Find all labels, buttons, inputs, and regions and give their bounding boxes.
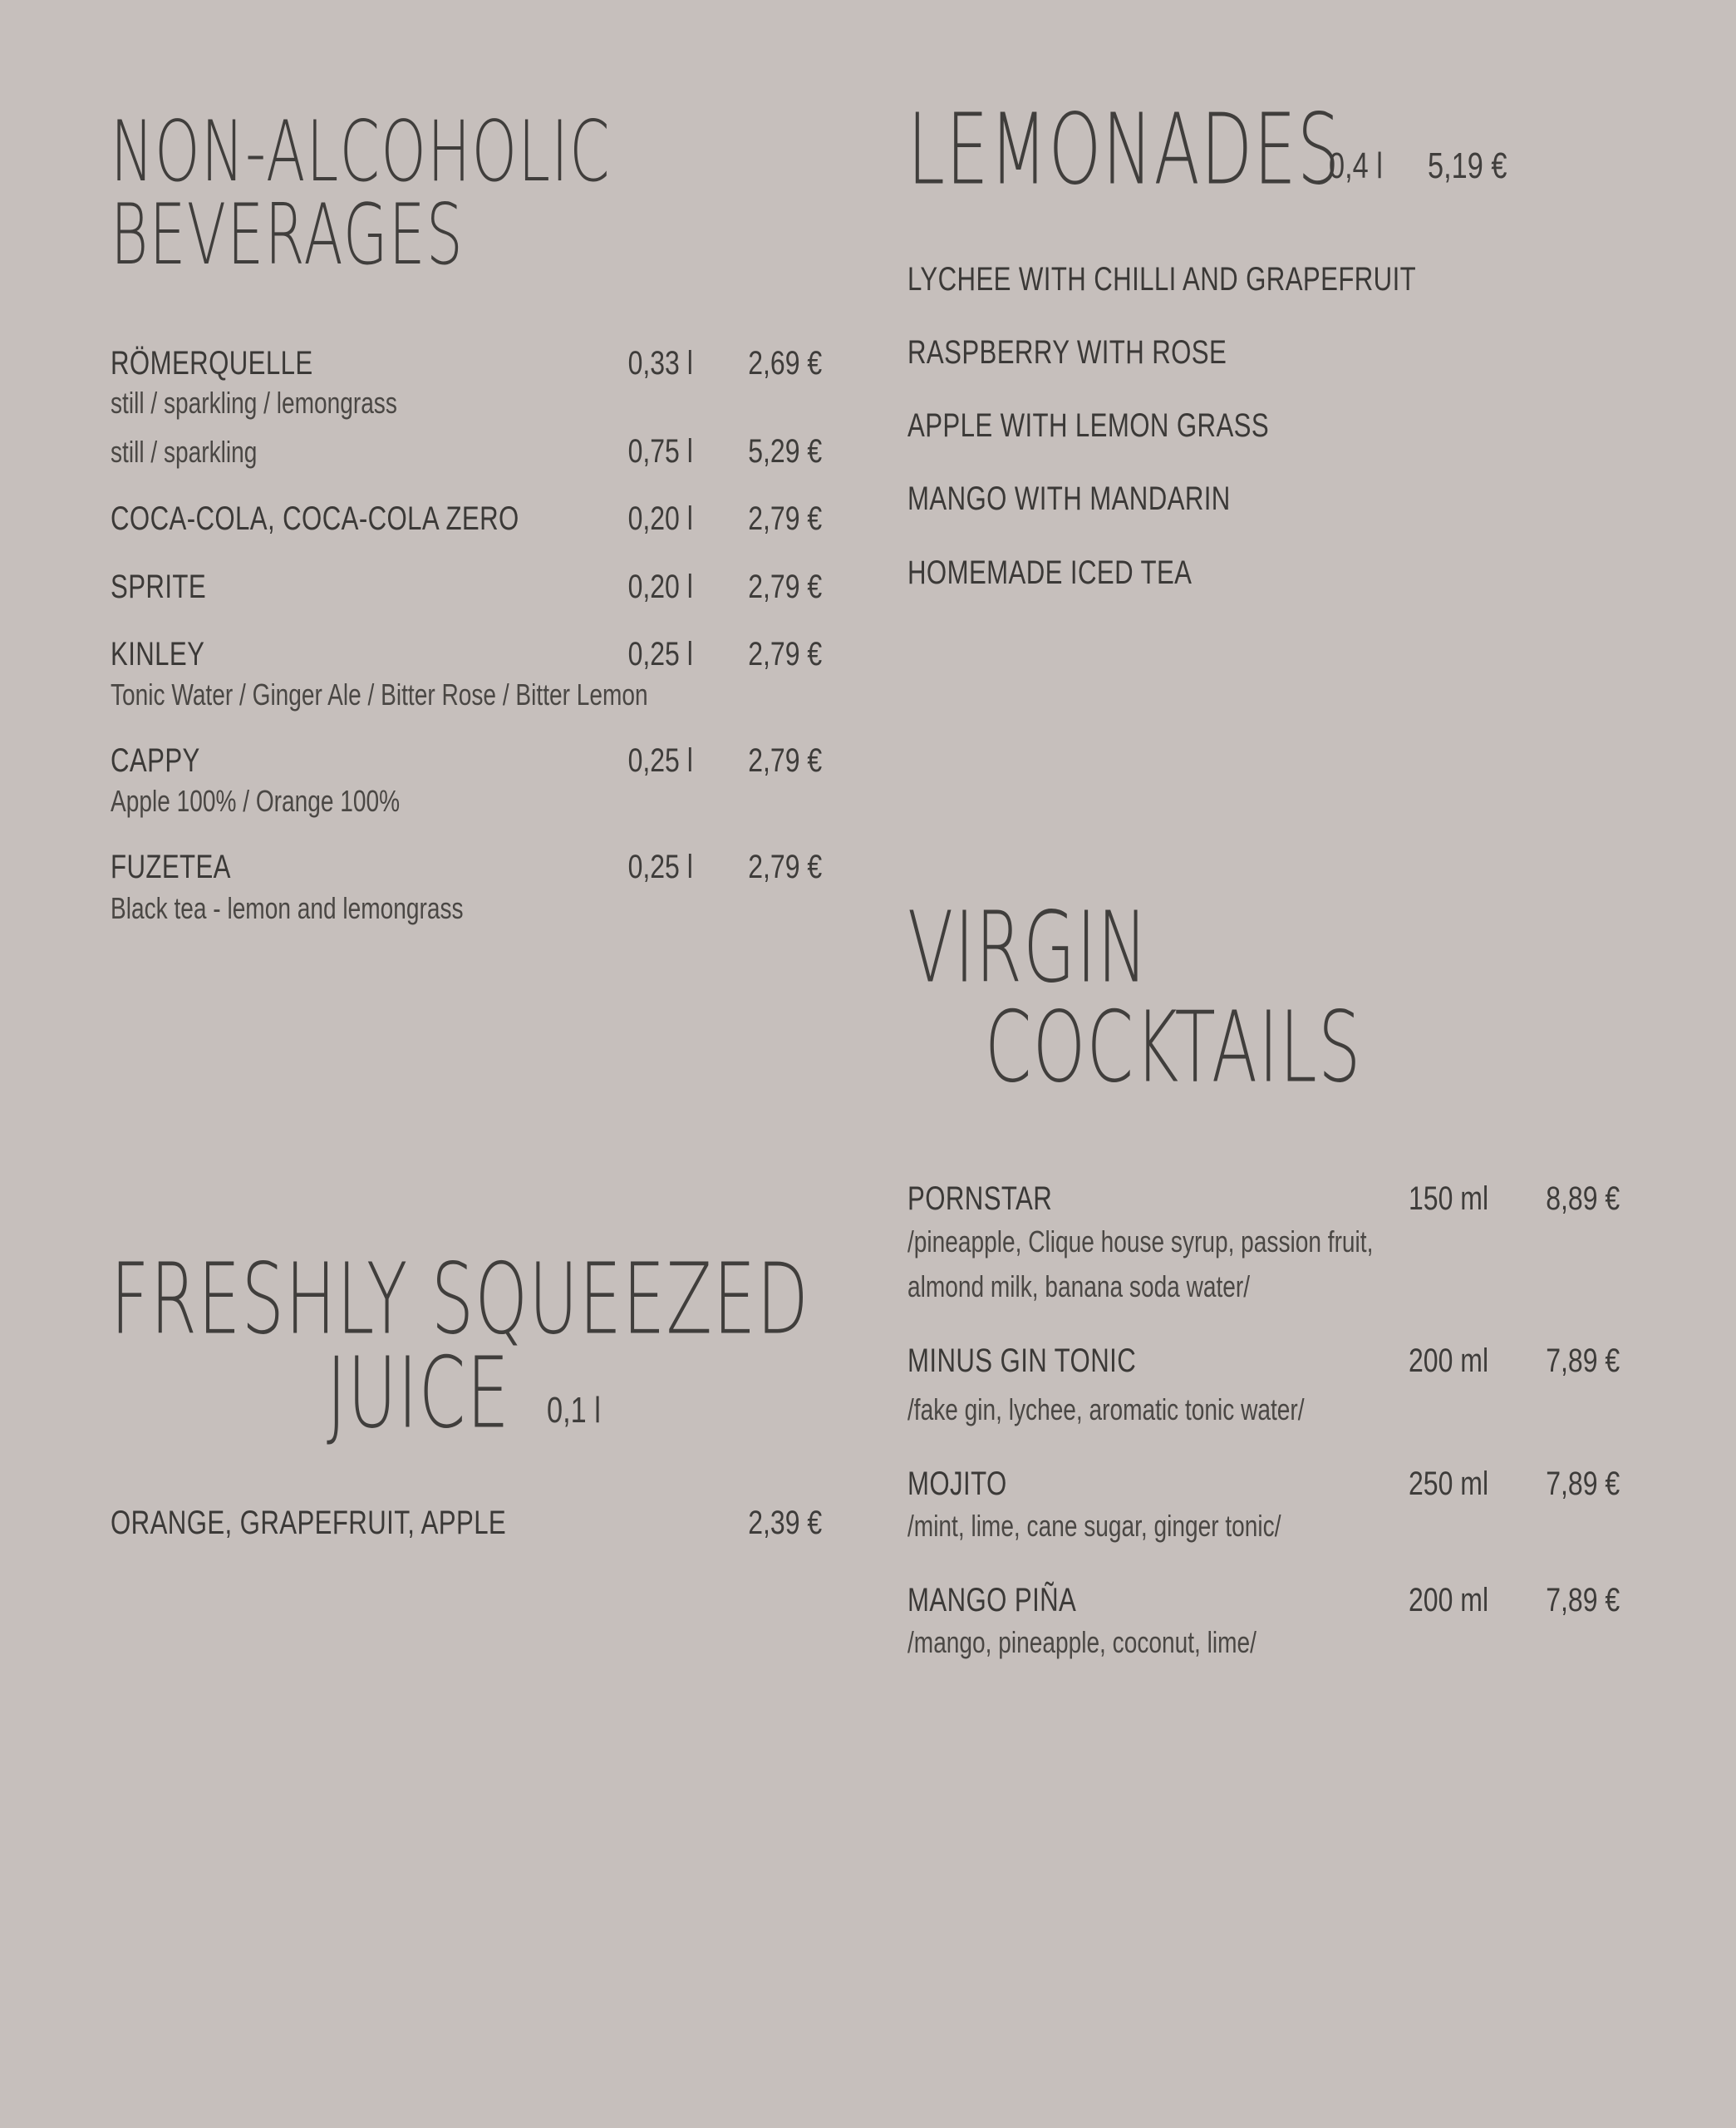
item-volume: 0,20 l — [627, 569, 693, 605]
non-alcoholic-title-line2: BEVERAGES — [111, 185, 465, 284]
item-name: PORNSTAR — [907, 1180, 1053, 1217]
item-description: Apple 100% / Orange 100% — [111, 784, 401, 818]
list-item — [111, 1505, 617, 1542]
list-item: RASPBERRY WITH ROSE — [907, 334, 1227, 371]
list-item: MANGO WITH MANDARIN — [907, 480, 1231, 517]
lemonades-title: LEMONADES — [907, 93, 1341, 208]
virgin-title-line1: VIRGIN — [907, 891, 1149, 1006]
juice-title-line1: FRESHLY SQUEEZED — [111, 1243, 810, 1357]
item-volume: 200 ml — [1408, 1582, 1488, 1618]
juice-title-line2: JUICE — [327, 1337, 511, 1451]
item-price: 7,89 € — [1546, 1465, 1620, 1502]
item-name: CAPPY — [111, 742, 200, 779]
item-volume: 200 ml — [1408, 1342, 1488, 1379]
list-item — [907, 1465, 1035, 1503]
list-item — [111, 849, 265, 886]
list-item — [907, 1342, 1201, 1380]
item-name: RÖMERQUELLE — [111, 345, 313, 382]
item-volume: 250 ml — [1408, 1465, 1488, 1502]
virgin-title-line2: COCKTAILS — [985, 991, 1362, 1106]
list-item — [111, 742, 225, 780]
item-description: still / sparkling — [111, 435, 258, 469]
item-price: 2,79 € — [748, 636, 822, 672]
list-item — [111, 500, 634, 538]
item-description: Black tea - lemon and lemongrass — [111, 891, 464, 925]
list-item: LYCHEE WITH CHILLI AND GRAPEFRUIT — [907, 261, 1417, 298]
lemonades-volume: 0,4 l — [1329, 145, 1383, 186]
item-price: 2,39 € — [748, 1505, 822, 1541]
non-alcoholic-title-line1: NON-ALCOHOLIC — [111, 102, 611, 201]
list-item — [111, 636, 231, 673]
item-price: 8,89 € — [1546, 1180, 1620, 1217]
item-volume: 150 ml — [1408, 1180, 1488, 1217]
item-name: MOJITO — [907, 1465, 1007, 1502]
juice-volume: 0,1 l — [547, 1390, 601, 1431]
item-price: 7,89 € — [1546, 1582, 1620, 1618]
item-price: 5,29 € — [748, 433, 822, 470]
list-item — [907, 1180, 1093, 1218]
item-description: almond milk, banana soda water/ — [907, 1269, 1251, 1303]
lemonades-price: 5,19 € — [1428, 145, 1507, 186]
item-price: 7,89 € — [1546, 1342, 1620, 1379]
list-item — [907, 1582, 1124, 1619]
item-description: still / sparkling / lemongrass — [111, 386, 397, 420]
item-name: ORANGE, GRAPEFRUIT, APPLE — [111, 1505, 507, 1541]
item-description: /pineapple, Clique house syrup, passion fruit, — [907, 1224, 1374, 1259]
item-volume: 0,25 l — [627, 849, 693, 885]
item-description: /mango, pineapple, coconut, lime/ — [907, 1625, 1257, 1659]
item-volume: 0,75 l — [627, 433, 693, 470]
item-price: 2,79 € — [748, 849, 822, 885]
item-price: 2,79 € — [748, 742, 822, 779]
item-name: MANGO PIÑA — [907, 1582, 1077, 1618]
item-name: FUZETEA — [111, 849, 231, 885]
item-volume: 0,25 l — [627, 742, 693, 779]
list-item: HOMEMADE ICED TEA — [907, 554, 1193, 591]
item-name: MINUS GIN TONIC — [907, 1342, 1137, 1379]
item-name: SPRITE — [111, 569, 207, 605]
item-volume: 0,25 l — [627, 636, 693, 672]
item-description: /fake gin, lychee, aromatic tonic water/ — [907, 1392, 1305, 1426]
list-item — [111, 345, 370, 382]
item-description: Tonic Water / Ginger Ale / Bitter Rose / Bitter Lemon — [111, 677, 648, 712]
item-name: KINLEY — [111, 636, 205, 672]
list-item — [111, 569, 233, 606]
item-price: 2,79 € — [748, 500, 822, 537]
item-volume: 0,20 l — [627, 500, 693, 537]
item-price: 2,79 € — [748, 569, 822, 605]
item-name: COCA-COLA, COCA-COLA ZERO — [111, 500, 519, 537]
list-item: APPLE WITH LEMON GRASS — [907, 407, 1270, 444]
item-volume: 0,33 l — [627, 345, 693, 382]
item-price: 2,69 € — [748, 345, 822, 382]
item-description: /mint, lime, cane sugar, ginger tonic/ — [907, 1509, 1281, 1543]
